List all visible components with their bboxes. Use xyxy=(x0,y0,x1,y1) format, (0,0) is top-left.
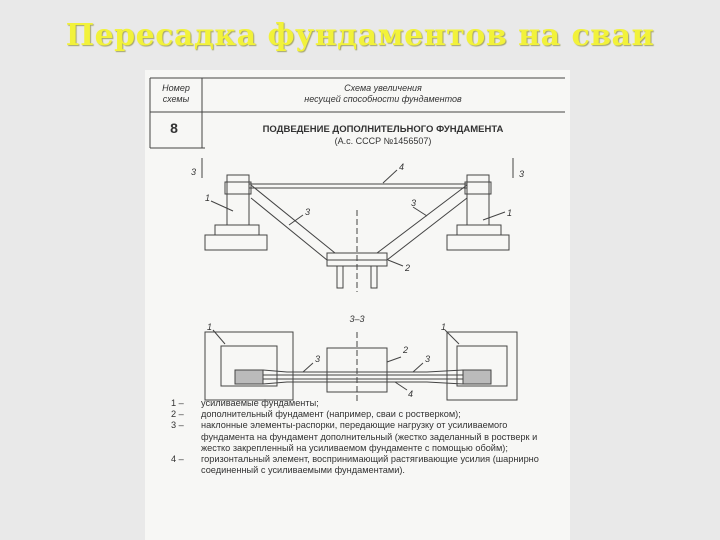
elevation-label-3-strut-right: 3 xyxy=(411,198,417,208)
scheme-number: 8 xyxy=(170,120,178,136)
legend-text: горизонтальный элемент, воспринимающий растягивающие усилия (шарнирно соединенный с усиливаемыми фундаментами). xyxy=(201,454,539,476)
legend xyxy=(171,398,561,476)
scheme-name-line2: несущей способности фундаментов xyxy=(304,94,462,104)
legend-item xyxy=(171,454,561,476)
elevation-label-section-left: 3 xyxy=(191,167,197,177)
plan-label-3-right: 3 xyxy=(425,354,431,364)
legend-item xyxy=(171,398,561,409)
legend-item xyxy=(171,420,561,454)
scheme-title: ПОДВЕДЕНИЕ ДОПОЛНИТЕЛЬНОГО ФУНДАМЕНТА xyxy=(262,124,504,135)
plan-label-1-left: 1 xyxy=(207,322,213,332)
plan-label-4: 4 xyxy=(408,389,414,399)
drawing-sheet xyxy=(145,70,570,540)
legend-number: 3 – xyxy=(171,420,184,431)
elevation-label-1-right: 1 xyxy=(507,208,513,218)
plan-label-3-left: 3 xyxy=(315,354,321,364)
legend-text: дополнительный фундамент (например, сваи с ростверком); xyxy=(201,409,461,420)
elevation-view xyxy=(202,158,513,292)
plan-label-2: 2 xyxy=(403,345,409,355)
scheme-certificate: (А.с. СССР №1456507) xyxy=(334,136,432,146)
legend-text: наклонные элементы-распорки, передающие нагрузку от усиливаемого фундамента на фундамент дополнительный (жестко заделанный в ростверк и жестко закрепленный на усиливаемом фундаменте с помощью обойм); xyxy=(201,420,538,453)
elevation-label-2: 2 xyxy=(405,263,411,273)
legend-number: 2 – xyxy=(171,409,184,420)
slide-title: Пересадка фундаментов на сваи xyxy=(65,18,655,53)
plan-view xyxy=(205,330,517,404)
plan-section-label: 3–3 xyxy=(349,314,365,324)
scheme-name-line1: Схема увеличения xyxy=(344,83,422,93)
scheme-no-label-line2: схемы xyxy=(162,94,190,104)
elevation-label-4: 4 xyxy=(399,162,405,172)
elevation-label-section-right: 3 xyxy=(519,169,525,179)
legend-item xyxy=(171,409,561,420)
legend-number: 4 – xyxy=(171,454,184,465)
scheme-no-label-line1: Номер xyxy=(162,83,190,93)
legend-number: 1 – xyxy=(171,398,184,408)
legend-text: усиливаемые фундаменты; xyxy=(201,398,319,408)
plan-label-1-right: 1 xyxy=(441,322,447,332)
elevation-label-1-left: 1 xyxy=(205,193,211,203)
elevation-label-3-strut-left: 3 xyxy=(305,207,311,217)
